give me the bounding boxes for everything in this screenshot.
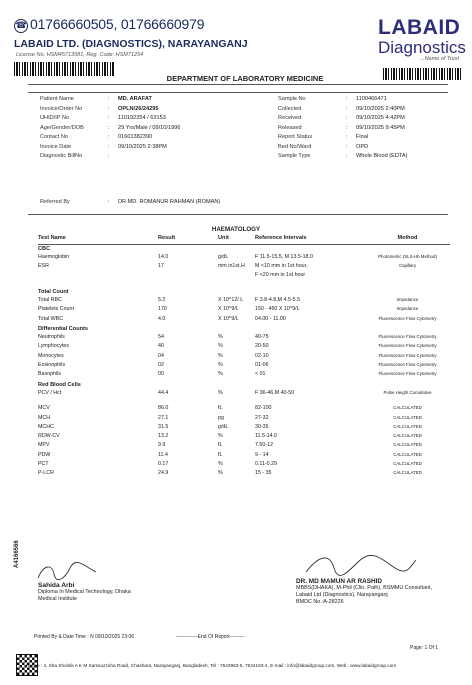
result-value: 00 [158, 371, 164, 378]
result-value: 54 [158, 334, 164, 341]
test-name: ESR [38, 263, 49, 270]
info-colon: : [346, 124, 348, 131]
test-name: Lymphocytes [38, 343, 70, 350]
result-value: 24.9 [158, 470, 169, 477]
page-number: Page: 1 Of 1 [410, 645, 439, 651]
method: Fluorescence Flow Cytometry [378, 343, 437, 349]
table-row [38, 470, 450, 479]
unit: g/dL [218, 423, 229, 430]
info-row [278, 133, 468, 143]
table-row [38, 343, 450, 352]
reference-interval: F 36-46,M 40-50 [255, 389, 295, 396]
info-value: OPD [356, 143, 369, 150]
info-label: Diagnostic BillNo [40, 153, 83, 159]
info-label: Collected [278, 105, 302, 112]
reference-interval: 27-32 [255, 414, 269, 421]
test-name: MPV [38, 442, 50, 449]
info-label: Invoice Date [40, 143, 72, 150]
info-row [40, 114, 280, 124]
signatory-left-name: Sahida Arbi [38, 582, 75, 589]
reference-interval: 40-75 [255, 334, 269, 341]
test-name: PCV / Hct [38, 389, 62, 396]
info-row [278, 95, 468, 105]
info-colon: : [346, 96, 348, 102]
unit: fL [218, 442, 223, 449]
results-table [38, 234, 450, 480]
result-value: 11.4 [158, 451, 168, 458]
test-name: MCV [38, 405, 50, 412]
info-colon: : [346, 143, 348, 150]
info-colon: : [108, 124, 110, 131]
method [365, 272, 450, 281]
result-value: 04 [158, 352, 164, 359]
unit: X 10^9/L [218, 315, 239, 322]
referred-by: Referred By : DR.MD. ROMANUR RAHMAN (ROMAN) [40, 198, 220, 208]
method: Fluorescence Flow Cytometry [378, 362, 437, 368]
method: CALCULATED [393, 423, 422, 429]
unit: % [218, 334, 223, 341]
test-name: MCHC [38, 423, 54, 430]
method: Fluorescence Flow Cytometry [378, 315, 437, 321]
table-row [38, 424, 450, 433]
department-title: DEPARTMENT OF LABORATORY MEDICINE [166, 74, 324, 83]
reference-interval: 02-10 [255, 352, 269, 359]
table-row [38, 415, 450, 424]
lab-phone [14, 16, 204, 33]
section-label: CBC [38, 246, 51, 252]
signatory-right-name: DR. MD MAMUN AR RASHID [296, 578, 383, 585]
result-value: 13.2 [158, 433, 169, 440]
info-colon: : [108, 153, 110, 159]
unit: pg [218, 414, 224, 421]
info-value: 29 Yrs/Male / 09/10/1996 [118, 124, 181, 131]
footer-address: House : 4, Sha Sholnik A K M Samsuzzoha Road, Chashara, Narayanganj, Bangladesh, Tel : 7643963-5, 7634193-4, E-mail : info@labaidgroup.com, Web : www.labaidgroup.com [26, 663, 397, 668]
col-unit: Unit [218, 234, 255, 245]
section-row [38, 381, 450, 390]
test-name: Eosinophils [38, 362, 66, 369]
unit: % [218, 461, 223, 468]
result-value: 9.9 [158, 442, 166, 449]
info-row [278, 124, 468, 134]
info-value: OPLN/26/24295 [118, 105, 159, 112]
info-label: Contact No [40, 134, 68, 140]
table-row [38, 353, 450, 362]
reference-interval: 11.5-14.0 [255, 433, 277, 440]
reference-interval: 30-35 [255, 423, 269, 430]
info-value: 01601382390 [118, 134, 153, 140]
signatory-right-line2: Labaid Ltd (Diagnostics), Narayanganj [296, 592, 388, 598]
test-name: Basophils [38, 371, 61, 378]
signatory-left-line2: Medical Institute [38, 596, 77, 602]
info-label: Patient Name [40, 96, 74, 102]
reference-interval: 7.50-12 [255, 442, 273, 449]
method: Pulse Height Cumulative [383, 389, 432, 395]
labaid-logo: LABAID [378, 16, 461, 39]
table-row [38, 316, 450, 325]
method: CALCULATED [393, 461, 422, 467]
unit: % [218, 470, 223, 477]
info-row [40, 143, 280, 153]
test-name: RDW-CV [38, 433, 60, 440]
reference-interval: 82-100 [255, 405, 272, 412]
table-row [38, 433, 450, 442]
table-row [38, 405, 450, 414]
reference-interval: F <20 mm in 1st hour [255, 272, 306, 279]
method: CALCULATED [393, 470, 422, 476]
info-colon: : [108, 143, 110, 150]
test-name: MCH [38, 414, 51, 421]
unit: mm in1st.H [218, 263, 245, 270]
method: Fluorescence Flow Cytometry [378, 334, 437, 340]
result-value: 27.1 [158, 414, 169, 421]
info-label: Invoice/Order No [40, 105, 83, 112]
info-value: MD. ARAFAT [118, 96, 152, 102]
unit: % [218, 433, 223, 440]
reference-interval: 04.00 - 11.00 [255, 315, 286, 322]
divider [28, 84, 448, 85]
test-name: Neutrophils [38, 334, 65, 341]
table-header-row [38, 234, 450, 245]
result-value: 17 [158, 263, 164, 270]
result-value: 44.4 [158, 389, 169, 396]
unit: X 10^12/ L [218, 296, 244, 303]
test-name: P-LCR [38, 470, 54, 477]
unit: fL [218, 451, 223, 458]
reference-interval: < 01 [255, 371, 266, 378]
signatory-left [38, 582, 131, 603]
info-row [278, 105, 468, 115]
vertical-id: A4166566 [14, 540, 20, 568]
table-row [38, 334, 450, 343]
section-row [38, 245, 450, 254]
info-row [40, 105, 280, 115]
info-value: 09/10/2025 2:38PM [118, 143, 167, 150]
method: CALCULATED [393, 442, 422, 448]
col-result: Result [158, 234, 218, 245]
info-row [40, 152, 280, 162]
reference-interval: F 3.8-4.8,M 4.5-5.5 [255, 296, 301, 303]
info-colon: : [108, 96, 110, 102]
method: Capillary [398, 263, 417, 269]
info-row [278, 143, 468, 153]
method: Photometric (SLS-Hb Method) [378, 253, 437, 259]
result-value: 40 [158, 343, 164, 350]
info-value: 09/10/2025 9:45PM [356, 124, 405, 131]
info-colon: : [346, 134, 348, 140]
table-row [38, 452, 450, 461]
info-value: 110192354 / 63153 [118, 115, 166, 121]
info-value: Whole Blood (EDTA) [356, 153, 408, 159]
reference-interval: 9 - 14 [255, 451, 269, 458]
patient-info-right [278, 95, 468, 162]
result-value [158, 272, 218, 281]
info-colon: : [108, 105, 110, 112]
reference-interval: 20-50 [255, 343, 269, 350]
method: Impedance [396, 306, 419, 312]
signatory-right-line1: MBBS(DHAKA), M-Phil (Clin. Path), BSMMU Consultant, [296, 585, 432, 591]
barcode-left [14, 62, 114, 76]
info-value: Final [356, 134, 369, 140]
table-row [38, 362, 450, 371]
signatory-right [296, 578, 432, 606]
info-colon: : [346, 153, 348, 159]
info-row [40, 95, 280, 105]
info-label: Age/Gender/DOB [40, 124, 84, 131]
logo-tagline: ...Name of Trust [420, 56, 460, 62]
patient-info-left [40, 95, 280, 162]
signatory-right-line3: BMDC No.:A-28226 [296, 599, 344, 605]
section-row [38, 325, 450, 334]
result-value: 14.0 [158, 253, 169, 260]
info-value: 1100466471 [356, 96, 387, 102]
lab-name: LABAID LTD. (DIAGNOSTICS), NARAYANGANJ [14, 38, 248, 50]
test-name: PDW [38, 451, 51, 458]
info-colon: : [108, 115, 110, 121]
divider [28, 92, 448, 93]
result-value: 4.0 [158, 315, 166, 322]
table-row [38, 442, 450, 451]
test-name: PCT [38, 461, 49, 468]
method: CALCULATED [393, 433, 422, 439]
barcode-right [383, 68, 461, 80]
referred-value: DR.MD. ROMANUR RAHMAN (ROMAN) [118, 199, 221, 205]
reference-interval: M <10 mm in 1st hour, [255, 263, 308, 270]
signature-right [300, 552, 420, 578]
test-name: Haemoglobin [38, 253, 70, 260]
section-row [38, 288, 450, 297]
method: Impedance [396, 296, 419, 302]
reference-interval: F 11.5-15.5, M 13.5-18.0 [255, 253, 313, 260]
section-label: Red Blood Cells [38, 381, 81, 388]
unit: % [218, 389, 223, 396]
info-label: Sample Type [278, 153, 311, 159]
result-value: 31.5 [158, 423, 169, 430]
method: Fluorescence Flow Cytometry [378, 352, 437, 358]
info-label: Released [278, 124, 302, 131]
license-text: License No. HSM45713581, Reg. Code: HSM71254 [16, 52, 144, 58]
info-value: 09/10/2025 4:42PM [356, 115, 405, 121]
info-row [278, 152, 468, 162]
col-reference: Reference Intervals [255, 234, 365, 245]
info-label: UHID/IP No [40, 115, 70, 121]
method: Fluorescence Flow Cytometry [378, 371, 437, 377]
reference-interval: 15 - 35 [255, 470, 272, 477]
section-label: Total Count [38, 288, 69, 295]
info-label: Received [278, 115, 302, 121]
test-name: Platelets Count [38, 306, 74, 313]
signatory-left-line1: Diploma In Medical Technology, Dhaka [38, 589, 131, 595]
result-value: 170 [158, 306, 167, 313]
unit: fL [218, 405, 223, 412]
info-row [40, 133, 280, 143]
table-row [38, 272, 450, 281]
unit: % [218, 343, 223, 350]
method: CALCULATED [393, 451, 422, 457]
info-value: 09/10/2025 2:40PM [356, 105, 405, 112]
info-colon: : [346, 115, 348, 121]
test-name [38, 272, 158, 281]
table-row [38, 306, 450, 315]
unit: X 10^9/L [218, 306, 239, 313]
reference-interval: 0.11-0.29 [255, 461, 277, 468]
table-row [38, 390, 450, 399]
section-label: Differential Counts [38, 325, 89, 332]
divider [28, 214, 448, 215]
test-name: Monocytes [38, 352, 64, 359]
referred-label: Referred By [40, 199, 70, 205]
info-label: Sample No [278, 96, 306, 102]
table-row [38, 254, 450, 263]
method: CALCULATED [393, 414, 422, 420]
phone-numbers: 01766660505, 01766660979 [30, 16, 205, 32]
reference-interval: 150 - 450 X 10^9/L [255, 306, 300, 313]
unit: g/dL [218, 253, 229, 260]
unit: % [218, 371, 223, 378]
printed-datetime: Printed By & Date Time : N 09/10/2025 23:06 [34, 634, 135, 640]
info-row [278, 114, 468, 124]
result-value: 0.17 [158, 461, 169, 468]
unit [218, 272, 255, 281]
labaid-logo-sub: Diagnostics [378, 38, 466, 57]
info-label: Bed No/Ward [278, 143, 312, 150]
info-label: Report Status [278, 134, 313, 140]
col-test-name: Test Name [38, 234, 158, 245]
table-row [38, 263, 450, 272]
result-value: 86.0 [158, 405, 169, 412]
phone-icon: ☎ [14, 19, 28, 33]
info-colon: : [108, 134, 110, 140]
reference-interval: 01-06 [255, 362, 269, 369]
info-row [40, 124, 280, 134]
result-value: 02 [158, 362, 164, 369]
table-row [38, 297, 450, 306]
info-colon: : [346, 105, 348, 112]
unit: % [218, 352, 223, 359]
table-row [38, 371, 450, 380]
result-value: 5.2 [158, 296, 166, 303]
test-name: Total RBC [38, 296, 62, 303]
method: CALCULATED [393, 405, 422, 411]
unit: % [218, 362, 223, 369]
col-method: Method [365, 234, 450, 245]
table-row [38, 461, 450, 470]
test-name: Total WBC [38, 315, 64, 322]
end-of-report: -------------End Of Report--------- [176, 634, 245, 640]
section-title: HAEMATOLOGY [211, 226, 261, 233]
signature-left [34, 560, 104, 584]
